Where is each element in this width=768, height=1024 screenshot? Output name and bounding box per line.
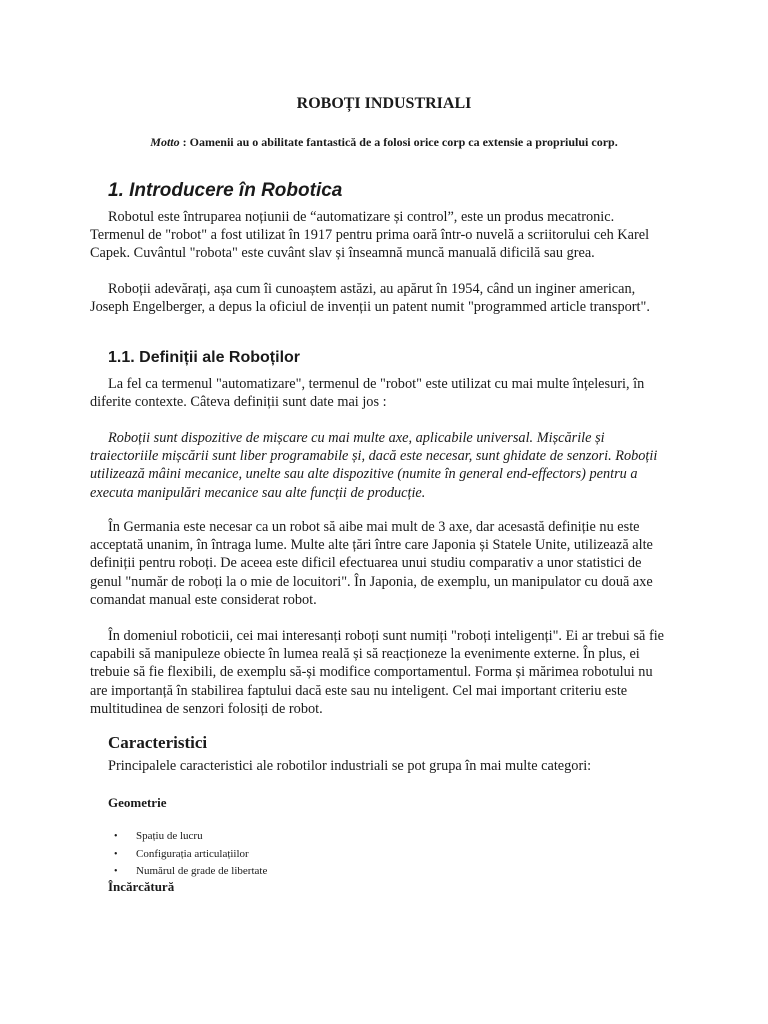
document-title: ROBOȚI INDUSTRIALI <box>296 95 472 112</box>
bullet-icon: • <box>114 866 118 877</box>
geometry-list <box>108 828 267 881</box>
list-item <box>108 863 267 881</box>
heading-geometrie: Geometrie <box>108 795 167 810</box>
paragraph-roboti-inteligenti: În domeniul roboticii, cei mai interesanți roboți sunt numiți "roboți inteligenți". Ei ar trebui să fie capabili să manipuleze obiecte în lumea reală și să reacționeze la evenimente externe. În plus, ei trebuie să fie flexibili, de exemplu să-și modifice comportamentul. Forma și mărimea robotului nu are importanță în stabilirea faptului dacă este sau nu inteligent. Cel mai important criteriu este multitudinea de senzori folosiți de robot. <box>90 628 665 717</box>
section-heading-introducere: 1. Introducere în Robotica <box>108 180 343 201</box>
list-item-label: Configurația articulațiilor <box>136 847 249 860</box>
paragraph-definitie-quote: Roboții sunt dispozitive de mișcare cu mai multe axe, aplicabile universal. Mișcările și traiectoriile mișcării sunt liber programabile și, dacă este necesar, sunt ghidate de senzori. Roboții utilizează mâini mecanice, unelte sau alte dispozitive (numite în general end-effectors) pentru a executa manipulări mecanice sau alte funcții de producție. <box>90 430 658 501</box>
motto-label: Motto <box>150 135 180 149</box>
paragraph-history: Roboții adevărați, așa cum îi cunoaștem astăzi, au apărut în 1954, când un inginer american, Joseph Engelberger, a depus la oficiul de invenții un patent numit "programmed article transport". <box>90 281 650 316</box>
paragraph-robot-definition: Robotul este întruparea noțiunii de “automatizare și control”, este un produs mecatronic. Termenul de "robot" a fost utilizat în 1917 pentru prima oară într-o nuvelă a scriitorului ceh Karel Capek. Cuvântul "robota" este cuvânt slav și înseamnă muncă manuală dificilă sau grea. <box>90 209 650 262</box>
heading-caracteristici: Caracteristici <box>108 733 208 752</box>
bullet-icon: • <box>114 848 118 860</box>
paragraph-caracteristici-intro: Principalele caracteristici ale robotilor industriali se pot grupa în mai multe categori: <box>108 758 592 774</box>
motto <box>0 135 768 150</box>
list-item <box>108 828 267 846</box>
bullet-icon: • <box>114 831 118 842</box>
heading-incarcatura: Încărcătură <box>108 879 175 894</box>
motto-separator: : <box>179 135 190 149</box>
subsection-heading-definitii: 1.1. Definiții ale Roboților <box>108 349 301 366</box>
list-item <box>108 846 267 864</box>
list-item-label: Numărul de grade de libertate <box>136 865 268 877</box>
paragraph-definitii-intro: La fel ca termenul "automatizare", termenul de "robot" este utilizat cu mai multe înțelesuri, în diferite contexte. Câteva definiții sunt date mai jos : <box>90 376 645 411</box>
list-item-label: Spațiu de lucru <box>136 830 203 842</box>
paragraph-germania: În Germania este necesar ca un robot să aibe mai mult de 3 axe, dar acesastă definiție nu este acceptată unanim, în întraga lume. Multe alte țări între care Japonia și Statele Unite, utilizează alte definiții pentru roboți. De aceea este dificil efectuarea unui studiu comparativ a unor statistici de genul "număr de roboți la o mie de locuitori". În Japonia, de exemplu, un manipulator cu două axe comandat manual este considerat robot. <box>90 519 653 608</box>
motto-text: Oamenii au o abilitate fantastică de a folosi orice corp ca extensie a propriului corp. <box>189 135 618 149</box>
